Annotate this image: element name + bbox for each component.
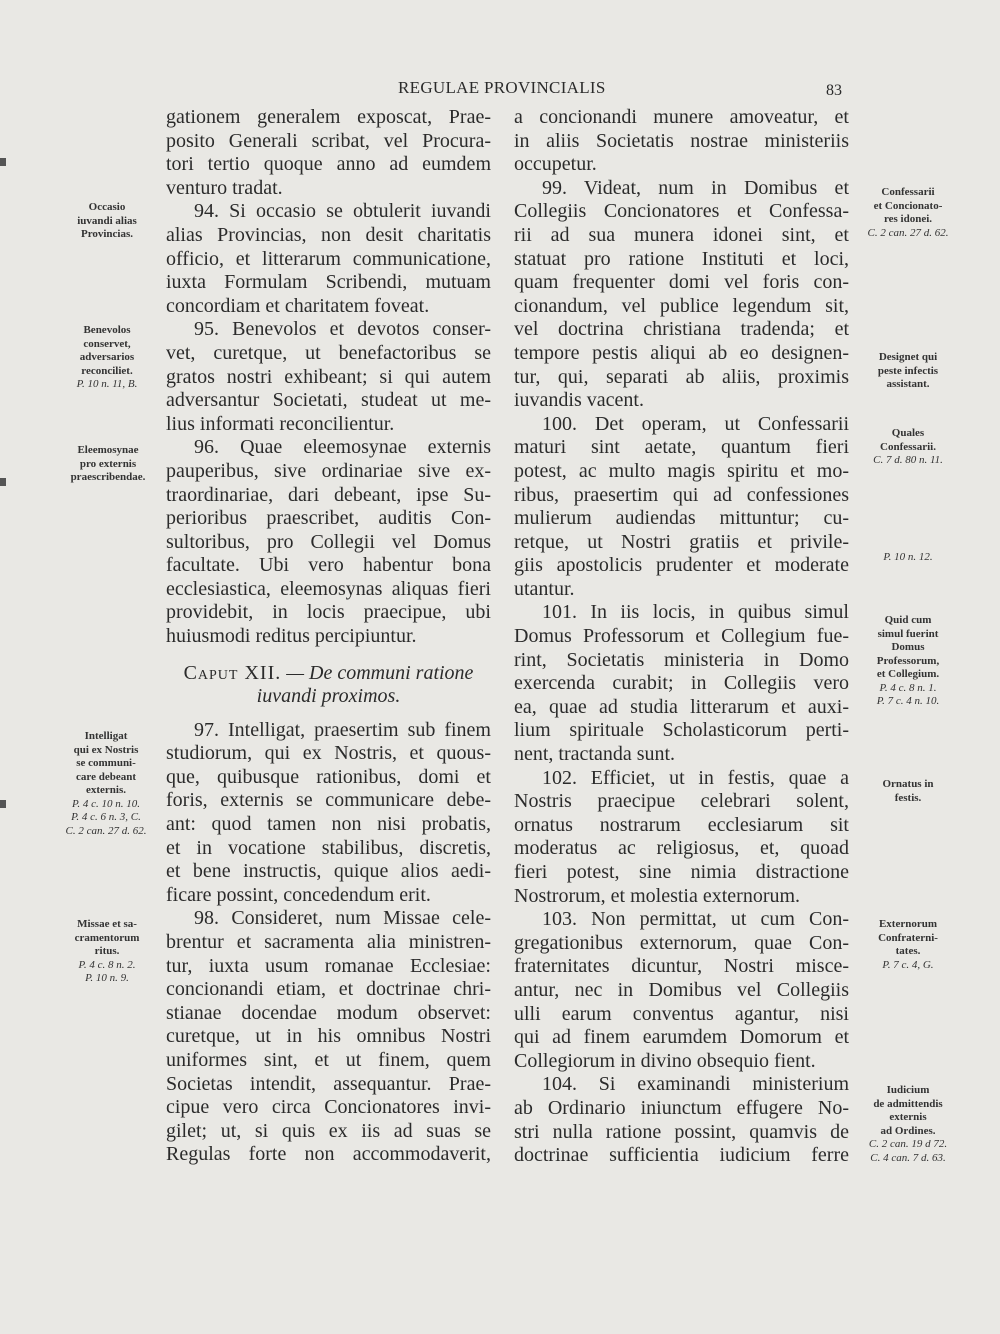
text-line: stri nulla ratione possint, quamvis de xyxy=(514,1120,849,1143)
margin-note xyxy=(858,778,958,805)
margin-note xyxy=(858,351,958,392)
margin-note-line: festis. xyxy=(894,791,922,804)
text-line: Nostrorum, et molestia externorum. xyxy=(514,884,801,907)
margin-note-line: ad Ordines. xyxy=(880,1124,936,1137)
text-line: Collegiis Concionatores et Confessa- xyxy=(514,200,849,223)
margin-note xyxy=(858,551,958,565)
margin-note xyxy=(58,918,156,986)
margin-note-line: tates. xyxy=(895,945,921,957)
margin-note-line: Designet qui xyxy=(878,351,938,363)
text-line: alias Provincias, non desit charitatis xyxy=(166,223,491,246)
margin-note-reference: C. 2 can. 27 d. 62. xyxy=(867,226,949,239)
text-line: giis apostolicis prudenter et moderate xyxy=(514,554,849,577)
margin-note xyxy=(858,918,958,972)
text-line: perioribus praescribet, auditis Con- xyxy=(166,507,491,530)
margin-note-line: Professorum, xyxy=(876,654,940,667)
margin-note-line: Domus xyxy=(891,641,925,653)
text-line: nent, tractanda sunt. xyxy=(514,743,676,766)
margin-note-line: res idonei. xyxy=(883,213,933,225)
chapter-title-part-2: iuvandi proximos. xyxy=(256,684,401,707)
text-line: Societas intendit, assequantur. Prae- xyxy=(166,1072,491,1095)
text-line: cipue vero circa Concionatores invi- xyxy=(166,1096,491,1119)
margin-note-line: Externorum xyxy=(878,918,938,930)
text-line: ecclesiastica, eleemosynas aliquas fieri xyxy=(166,577,491,600)
right-text-block xyxy=(514,106,849,1168)
text-line: 103. Non permittat, ut cum Con- xyxy=(542,908,849,931)
text-line: rint, Societatis ministeria in Domo xyxy=(514,648,849,671)
text-line: concordiam et charitatem foveat. xyxy=(166,294,430,317)
text-line: gationem generalem exposcat, Prae- xyxy=(166,106,491,128)
text-line: posito Generali scribat, vel Procura- xyxy=(166,129,491,152)
text-line: a concionandi munere amoveatur, et xyxy=(514,106,849,128)
text-line: 95. Benevolos et devotos conser- xyxy=(194,318,491,341)
margin-note xyxy=(58,444,158,485)
margin-note-line: Provincias. xyxy=(80,228,134,240)
margin-note xyxy=(858,1084,958,1165)
running-head: REGULAE PROVINCIALIS xyxy=(398,78,606,97)
margin-note-line: Confraterni- xyxy=(878,931,938,944)
margin-note xyxy=(58,730,154,838)
margin-note-reference: P. 4 c. 6 n. 3, C. xyxy=(71,811,141,823)
chapter-label: Caput XII. xyxy=(183,661,282,684)
text-line: cionandum, vel publice legendum sit, xyxy=(514,294,849,317)
text-line: 104. Si examinandi ministerium xyxy=(542,1073,849,1096)
margin-note-line: praescribendae. xyxy=(70,471,146,483)
margin-note-line: se communi- xyxy=(76,757,136,769)
text-line: venturo tradat. xyxy=(166,176,283,199)
text-line: lius informati reconcilientur. xyxy=(166,412,395,435)
text-line: tur, qui, separati ab aliis, proximis xyxy=(514,365,849,388)
margin-note-reference: P. 10 n. 12. xyxy=(883,551,933,563)
margin-note-line: Iudicium xyxy=(886,1084,930,1096)
margin-note-line: de admittendis xyxy=(873,1097,943,1110)
text-line: retque, ut Nostri gratiis et privile- xyxy=(514,530,849,553)
text-line: rii ad sua munera idonei sint, et xyxy=(514,223,849,246)
text-line: fraternitates dicuntur, Nostri misce- xyxy=(514,955,849,978)
text-line: exercenda curabit; in Collegiis vero xyxy=(514,672,849,695)
text-line: Collegiorum in divino obsequio fient. xyxy=(514,1049,816,1072)
text-line: tori tertio quoque anno ad eumdem xyxy=(166,153,491,176)
text-line: 98. Consideret, num Missae cele- xyxy=(194,907,491,930)
left-text-column xyxy=(166,106,491,1167)
margin-note-line: care debeant xyxy=(76,770,136,783)
text-line: quam frequenter domi vel foris con- xyxy=(514,271,849,294)
text-line: tur, iuxta usum romanae Ecclesiae: xyxy=(166,954,491,977)
page-number: 83 xyxy=(826,82,842,99)
margin-note-line: et Concionato- xyxy=(873,199,943,212)
text-line: 102. Efficiet, ut in festis, quae a xyxy=(542,766,849,789)
text-line: vel doctrina christiana tradenda; et xyxy=(514,318,849,341)
text-line: pauperibus, sive ordinariae sive ex- xyxy=(166,459,491,482)
margin-note-line: iuvandi alias xyxy=(77,214,137,227)
margin-note-reference: P. 4 c. 8 n. 1. xyxy=(879,681,937,694)
text-line: que, quibusque rationibus, domi et xyxy=(166,765,491,788)
text-line: ant: quod tamen non nisi probatis, xyxy=(166,813,491,836)
margin-note-line: et Collegium. xyxy=(876,668,940,680)
margin-note-line: Missae et sa- xyxy=(77,918,137,930)
text-line: 94. Si occasio se obtulerit iuvandi xyxy=(194,200,491,223)
text-line: ab Ordinario iniunctum effugere No- xyxy=(514,1096,849,1119)
text-line: Domus Professorum et Collegium fue- xyxy=(514,625,849,648)
margin-note-reference: C. 2 can. 27 d. 62. xyxy=(65,824,147,837)
margin-note-line: Occasio xyxy=(88,201,126,213)
text-line: facultate. Ubi vero habentur bona xyxy=(166,554,491,577)
margin-note-line: peste infectis xyxy=(877,364,939,377)
text-line: vet, curetque, ut benefactoribus se xyxy=(166,341,491,364)
margin-note-reference: P. 7 c. 4 n. 10. xyxy=(876,695,940,707)
text-line: ficare possint, concedendum erit. xyxy=(166,883,431,906)
margin-note-line: simul fuerint xyxy=(877,627,939,640)
text-line: providebit, in locis praecipue, ubi xyxy=(166,601,491,624)
margin-note-line: adversarios xyxy=(79,351,135,363)
text-line: occupetur. xyxy=(514,153,597,176)
margin-note-reference: P. 10 n. 11, B. xyxy=(76,378,138,390)
margin-note-reference: P. 7 c. 4, G. xyxy=(882,958,934,971)
text-line: et in vocatione stabilibus, discretis, xyxy=(166,836,491,859)
margin-note-line: Confessarii xyxy=(881,186,935,198)
margin-note-line: externis. xyxy=(85,784,126,796)
text-line: maturi sint aetate, quantum fieri xyxy=(514,436,849,459)
text-line: foris, externis se communicare debe- xyxy=(166,789,491,812)
text-line: mulierum audiendas mittuntur; cu- xyxy=(514,507,849,530)
text-line: et bene instructis, quique alios aedi- xyxy=(166,860,491,883)
page-edge-mark xyxy=(0,478,6,486)
chapter-heading xyxy=(166,662,491,708)
text-line: Regulas forte non accommodaverit, xyxy=(166,1143,491,1166)
chapter-title-part-1: — De communi ratione xyxy=(286,661,474,684)
text-line: lium spirituale Scholasticorum perti- xyxy=(514,719,849,742)
text-line: doctrinae sufficientia iudicium ferre xyxy=(514,1144,849,1167)
margin-note-line: ritus. xyxy=(94,945,120,957)
right-text-column xyxy=(514,106,849,1168)
text-line: 101. In iis locis, in quibus simul xyxy=(542,601,849,624)
margin-note-reference: C. 4 can. 7 d. 63. xyxy=(870,1151,946,1164)
text-line: adversantur Societati, studeat ut me- xyxy=(166,389,491,412)
text-line: antur, nec in Domibus vel Collegiis xyxy=(514,978,849,1001)
text-line: 100. Det operam, ut Confessarii xyxy=(542,412,849,435)
margin-note-line: assistant. xyxy=(886,378,930,390)
left-text-block-2 xyxy=(166,719,491,1167)
margin-note xyxy=(858,186,958,240)
text-line: brentur et sacramenta alia ministren- xyxy=(166,931,491,953)
text-line: moderatus ac religiosus, et, quoad xyxy=(514,837,849,860)
margin-note-line: qui ex Nostris xyxy=(73,743,139,756)
text-line: utantur. xyxy=(514,577,575,600)
text-line: 99. Videat, num in Domibus et xyxy=(542,176,849,199)
text-line: in aliis Societatis nostrae ministeriis xyxy=(514,129,849,152)
text-line: uniformes sint, et ut finem, quem xyxy=(166,1048,491,1071)
text-line: huiusmodi reditus percipiuntur. xyxy=(166,625,417,648)
text-line: concionandi etiam, et doctrinae chri- xyxy=(166,978,491,1001)
margin-note xyxy=(858,614,958,709)
margin-note-line: pro externis xyxy=(79,457,137,470)
margin-note-reference: C. 2 can. 19 d 72. xyxy=(868,1138,948,1150)
margin-note-line: Confessarii. xyxy=(880,440,936,453)
margin-note-reference: P. 4 c. 8 n. 2. xyxy=(78,958,136,971)
text-line: officio, et litterarum communicatione, xyxy=(166,247,491,270)
text-line: gratos nostri exhibeant; si qui autem xyxy=(166,365,491,388)
text-line: qui ad finem earumdem Domorum et xyxy=(514,1026,849,1049)
text-line: gilet; ut, si quis ex iis ad suas se xyxy=(166,1119,491,1142)
left-text-block-1 xyxy=(166,106,491,649)
page-edge-mark xyxy=(0,158,6,166)
text-line: statuat pro ratione Instituti et loci, xyxy=(514,247,849,270)
margin-note-line: Quales xyxy=(891,427,925,439)
text-line: curetque, ut in his omnibus Nostri xyxy=(166,1025,491,1048)
margin-note xyxy=(58,324,156,392)
text-line: Nostris praecipue celebrari solent, xyxy=(514,790,849,813)
text-line: 97. Intelligat, praesertim sub finem xyxy=(194,718,491,741)
margin-note xyxy=(64,201,150,242)
text-line: iuxta Formulam Scribendi, mutuam xyxy=(166,271,491,294)
text-line: ornatus nostrarum ecclesiarum sit xyxy=(514,813,849,836)
margin-note-line: Eleemosynae xyxy=(77,444,139,456)
margin-note-reference: P. 10 n. 9. xyxy=(85,972,129,984)
text-line: tempore pestis aliqui ab eo designen- xyxy=(514,341,849,364)
text-line: 96. Quae eleemosynae externis xyxy=(194,436,491,459)
margin-note-reference: C. 7 d. 80 n. 11. xyxy=(873,454,943,466)
margin-note-line: reconciliet. xyxy=(81,364,133,377)
text-line: ribus, praesertim qui ad confessiones xyxy=(514,483,849,506)
text-line: ulli earum conventus agantur, nisi xyxy=(514,1002,849,1025)
margin-note-line: cramentorum xyxy=(74,931,140,944)
margin-note-line: Ornatus in xyxy=(882,778,934,790)
text-line: studiorum, qui ex Nostris, et quous- xyxy=(166,742,491,765)
text-line: gregationibus externorum, quae Con- xyxy=(514,931,849,954)
text-line: stianae docendae modum observet: xyxy=(166,1001,491,1024)
text-line: potest, ac multo magis spiritu et mo- xyxy=(514,459,849,482)
text-line: sultoribus, pro Collegii vel Domus xyxy=(166,530,491,553)
margin-note-line: Intelligat xyxy=(84,730,128,742)
text-line: ea, quae ad studia litterarum et auxi- xyxy=(514,695,849,718)
text-line: traordinariae, dari debeant, ipse Su- xyxy=(166,483,491,506)
margin-note xyxy=(858,427,958,468)
text-line: iuvandis vacent. xyxy=(514,389,644,412)
page-edge-mark xyxy=(0,800,6,808)
margin-note-line: Benevolos xyxy=(83,324,131,336)
margin-note-line: externis xyxy=(889,1111,927,1123)
text-line: fieri potest, sine nimia distractione xyxy=(514,861,849,883)
margin-note-line: Quid cum xyxy=(884,614,932,626)
margin-note-line: conservet, xyxy=(83,337,131,350)
margin-note-reference: P. 4 c. 10 n. 10. xyxy=(72,797,140,810)
